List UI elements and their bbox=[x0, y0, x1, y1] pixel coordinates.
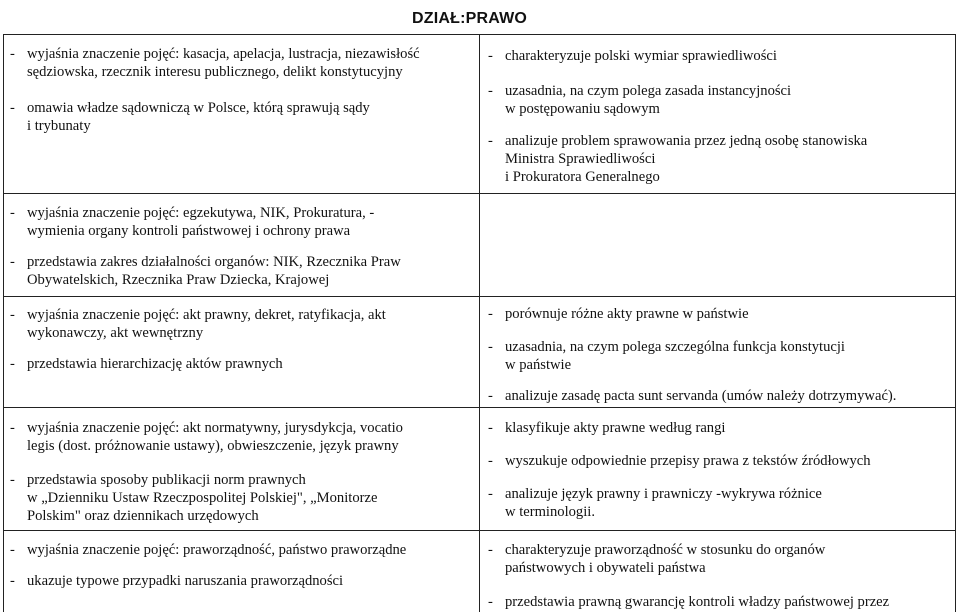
item-text-line: wyszukuje odpowiednie przepisy prawa z tekstów źródłowych bbox=[505, 453, 871, 469]
left-item bbox=[10, 419, 403, 455]
item-text-line: wymienia organy kontroli państwowej i ochrony prawa bbox=[27, 223, 351, 239]
item-text-line: charakteryzuje polski wymiar sprawiedliwości bbox=[505, 48, 777, 64]
item-text-line: wyjaśnia znaczenie pojęć: praworządność, państwo praworządne bbox=[27, 542, 407, 558]
item-text-line: sędziowska, rzecznik interesu publicznego, delikt konstytucyjny bbox=[27, 64, 403, 80]
right-item bbox=[488, 541, 825, 577]
left-item bbox=[10, 99, 370, 135]
item-text-line: Ministra Sprawiedliwości bbox=[505, 151, 656, 167]
item-text-line: omawia władze sądowniczą w Polsce, którą sprawują sądy bbox=[27, 100, 370, 116]
bullet-dash: - bbox=[10, 46, 15, 62]
item-text-line: analizuje zasadę pacta sunt servanda (umów należy dotrzymywać). bbox=[505, 388, 897, 404]
item-text-line: w postępowaniu sądowym bbox=[505, 101, 660, 117]
right-item bbox=[488, 82, 791, 118]
item-text-line: w terminologii. bbox=[505, 504, 595, 520]
bullet-dash: - bbox=[10, 307, 15, 323]
left-item bbox=[10, 253, 401, 289]
left-item bbox=[10, 45, 420, 81]
item-text-line: legis (dost. próżnowanie ustawy), obwieszczenie, język prawny bbox=[27, 438, 399, 454]
item-text-line: uzasadnia, na czym polega szczególna funkcja konstytucji bbox=[505, 339, 845, 355]
bullet-dash: - bbox=[488, 420, 493, 436]
item-text-line: wykonawczy, akt wewnętrzny bbox=[27, 325, 204, 341]
right-item bbox=[488, 305, 749, 323]
left-item bbox=[10, 541, 406, 559]
bullet-dash: - bbox=[10, 420, 15, 436]
item-text-line: wyjaśnia znaczenie pojęć: egzekutywa, NIK, Prokuratura, - bbox=[27, 205, 375, 221]
bullet-dash: - bbox=[488, 339, 493, 355]
item-text-line: wyjaśnia znaczenie pojęć: akt prawny, dekret, ratyfikacja, akt bbox=[27, 307, 386, 323]
right-item bbox=[488, 452, 871, 470]
bullet-dash: - bbox=[488, 48, 493, 64]
left-item bbox=[10, 204, 374, 240]
item-text-line: i trybunaty bbox=[27, 118, 91, 134]
item-text-line: przedstawia hierarchizację aktów prawnych bbox=[27, 356, 283, 372]
bullet-dash: - bbox=[10, 573, 15, 589]
left-item bbox=[10, 572, 343, 590]
item-text-line: wyjaśnia znaczenie pojęć: kasacja, apelacja, lustracja, niezawisłość bbox=[27, 46, 420, 62]
bullet-dash: - bbox=[488, 542, 493, 558]
item-text-line: wyjaśnia znaczenie pojęć: akt normatywny, jurysdykcja, vocatio bbox=[27, 420, 403, 436]
bullet-dash: - bbox=[10, 100, 15, 116]
right-item bbox=[488, 338, 845, 374]
item-text-line: charakteryzuje praworządność w stosunku do organów bbox=[505, 542, 826, 558]
bullet-dash: - bbox=[10, 472, 15, 488]
left-item bbox=[10, 471, 377, 525]
right-item bbox=[488, 419, 725, 437]
bullet-dash: - bbox=[10, 254, 15, 270]
left-item bbox=[10, 355, 283, 373]
item-text-line: w państwie bbox=[505, 357, 572, 373]
item-text-line: przedstawia sposoby publikacji norm prawnych bbox=[27, 472, 306, 488]
column-divider bbox=[479, 34, 480, 612]
item-text-line: w „Dzienniku Ustaw Rzeczpospolitej Polskiej", „Monitorze bbox=[27, 490, 378, 506]
item-text-line: porównuje różne akty prawne w państwie bbox=[505, 306, 749, 322]
item-text-line: przedstawia prawną gwarancję kontroli władzy państwowej przez bbox=[505, 594, 890, 610]
bullet-dash: - bbox=[10, 356, 15, 372]
item-text-line: przedstawia zakres działalności organów: NIK, Rzecznika Praw bbox=[27, 254, 401, 270]
table-right-border bbox=[955, 34, 956, 612]
bullet-dash: - bbox=[488, 594, 493, 610]
item-text-line: Polskim" oraz dziennikach urzędowych bbox=[27, 508, 259, 524]
bullet-dash: - bbox=[10, 205, 15, 221]
item-text-line: ukazuje typowe przypadki naruszania praworządności bbox=[27, 573, 344, 589]
item-text-line: klasyfikuje akty prawne według rangi bbox=[505, 420, 726, 436]
item-text-line: państwowych i obywateli państwa bbox=[505, 560, 706, 576]
bullet-dash: - bbox=[488, 133, 493, 149]
right-item bbox=[488, 132, 867, 186]
bullet-dash: - bbox=[488, 83, 493, 99]
right-item bbox=[488, 593, 889, 611]
right-item bbox=[488, 387, 896, 405]
bullet-dash: - bbox=[488, 388, 493, 404]
bullet-dash: - bbox=[488, 306, 493, 322]
item-text-line: Obywatelskich, Rzecznika Praw Dziecka, Krajowej bbox=[27, 272, 330, 288]
right-item bbox=[488, 485, 822, 521]
item-text-line: analizuje problem sprawowania przez jedną osobę stanowiska bbox=[505, 133, 868, 149]
item-text-line: i Prokuratora Generalnego bbox=[505, 169, 660, 185]
right-item bbox=[488, 47, 777, 65]
left-item bbox=[10, 306, 386, 342]
bullet-dash: - bbox=[488, 486, 493, 502]
item-text-line: uzasadnia, na czym polega zasada instancyjności bbox=[505, 83, 792, 99]
item-text-line: analizuje język prawny i prawniczy -wykrywa różnice bbox=[505, 486, 822, 502]
bullet-dash: - bbox=[10, 542, 15, 558]
table-left-border bbox=[3, 34, 4, 612]
bullet-dash: - bbox=[488, 453, 493, 469]
section-title: DZIAŁ:PRAWO bbox=[412, 10, 528, 27]
